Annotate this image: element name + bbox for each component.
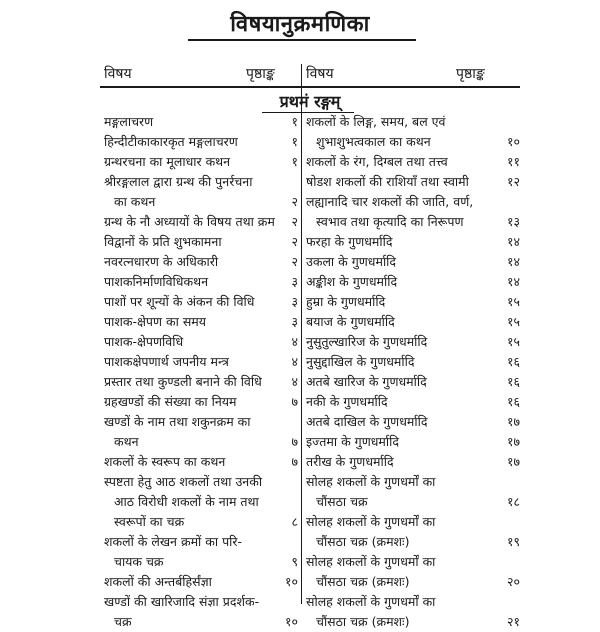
entry-page-number: ४ — [291, 354, 298, 369]
right-page-header: पृष्ठाङ्क — [456, 66, 485, 82]
entry-page-number: २ — [291, 194, 298, 209]
entry-page-number: १ — [291, 154, 298, 169]
entry-title: स्वरूपों का चक्र — [114, 514, 185, 529]
entry-title: विद्वानों के प्रति शुभकामना — [104, 234, 222, 249]
entry-title: चौंसठा चक्र (क्रमशः) — [316, 614, 410, 629]
entry-page-number: १६ — [506, 354, 520, 369]
entry-page-number: १२ — [506, 174, 520, 189]
entry-page-number: १६ — [506, 394, 520, 409]
contents-entry — [306, 552, 522, 592]
entry-title: चौंसठा चक्र (क्रमशः) — [316, 574, 410, 589]
right-subject-header: विषय — [306, 66, 334, 82]
contents-entry — [104, 372, 300, 392]
entry-title: सोलह शकलों के गुणधर्मों का — [306, 514, 436, 529]
entry-page-number: १० — [284, 614, 298, 629]
entry-title: कथन — [114, 434, 139, 449]
header-rule — [100, 86, 520, 88]
entry-page-number: १० — [506, 134, 520, 149]
entry-title: नुसुद्दाखिल के गुणधर्मादि — [306, 354, 415, 369]
contents-entry — [306, 592, 522, 632]
left-subject-header: विषय — [104, 66, 132, 82]
entry-title: सोलह शकलों के गुणधर्मों का — [306, 554, 436, 569]
contents-entry — [104, 452, 300, 472]
entry-page-number: १७ — [506, 434, 520, 449]
entry-page-number: १७ — [506, 414, 520, 429]
contents-entry — [104, 312, 300, 332]
contents-entry — [306, 192, 522, 232]
contents-entry — [104, 572, 300, 592]
entry-title: शकलों के लेखन क्रमों का परि- — [104, 534, 243, 549]
entry-title: मङ्गलाचरण — [104, 114, 154, 129]
contents-entry — [306, 392, 522, 412]
entry-title: ग्रहखण्डों की संख्या का नियम — [104, 394, 237, 409]
entry-page-number: १४ — [506, 274, 520, 289]
entry-page-number: १ — [291, 114, 298, 129]
contents-entry — [306, 232, 522, 252]
entry-page-number: १६ — [506, 374, 520, 389]
contents-entry — [104, 152, 300, 172]
contents-entry — [104, 252, 300, 272]
entry-page-number: ३ — [291, 274, 298, 289]
entry-title: शकलों के स्वरूप का कथन — [104, 454, 226, 469]
section-heading: प्रथमं रङ्गम् — [279, 92, 341, 111]
entry-page-number: २१ — [506, 614, 520, 629]
entry-page-number: ४ — [291, 334, 298, 349]
entry-title: नकी के गुणधर्मादि — [306, 394, 388, 409]
entry-title: शकलों के रंग, दिग्बल तथा तत्त्व — [306, 154, 448, 169]
contents-entry — [104, 472, 300, 532]
left-page-header: पृष्ठाङ्क — [246, 66, 275, 82]
contents-entry — [306, 452, 522, 472]
entry-page-number: १७ — [506, 454, 520, 469]
entry-page-number: ३ — [291, 314, 298, 329]
entry-title: का कथन — [114, 194, 156, 209]
entry-title: खण्डों की खारिजादि संज्ञा प्रदर्शक- — [104, 594, 260, 609]
entry-page-number: १४ — [506, 234, 520, 249]
entry-page-number: ७ — [291, 434, 298, 449]
entry-title: नुसुतुल्खारिज के गुणधर्मादि — [306, 334, 428, 349]
contents-entry — [104, 272, 300, 292]
contents-entry — [104, 412, 300, 452]
contents-entry — [104, 592, 300, 632]
entry-page-number: ३ — [291, 294, 298, 309]
contents-entry — [306, 152, 522, 172]
entry-title: नवरत्नधारण के अधिकारी — [104, 254, 219, 269]
entry-page-number: ७ — [291, 454, 298, 469]
title-underline — [188, 39, 416, 41]
entry-title: प्रस्तार तथा कुण्डली बनाने की विधि — [104, 374, 262, 389]
entry-title: चक्र — [114, 614, 132, 629]
entry-title: शकलों की अन्तर्बहिर्संज्ञा — [104, 574, 212, 589]
entry-title: पाशों पर शून्यों के अंकन की विधि — [104, 294, 255, 309]
contents-entry — [306, 332, 522, 352]
contents-entry — [306, 292, 522, 312]
entry-title: तरीख के गुणधर्मादि — [306, 454, 394, 469]
entry-title: खण्डों के नाम तथा शकुनक्रम का — [104, 414, 251, 429]
entry-page-number: १५ — [506, 334, 520, 349]
entry-title: षोडश शकलों की राशियाँ तथा स्वामी — [306, 174, 469, 189]
contents-entry — [306, 512, 522, 552]
entry-page-number: २० — [506, 574, 520, 589]
right-contents-column — [306, 112, 522, 632]
entry-title: उकला के गुणधर्मादि — [306, 254, 397, 269]
entry-title: चायक चक्र — [114, 554, 164, 569]
entry-title: इज्तमा के गुणधर्मादि — [306, 434, 400, 449]
contents-entry — [306, 272, 522, 292]
entry-page-number: ८ — [291, 514, 298, 529]
entry-page-number: १५ — [506, 294, 520, 309]
page-title: विषयानुक्रमणिका — [230, 12, 370, 37]
contents-entry — [306, 252, 522, 272]
contents-entry — [104, 292, 300, 312]
entry-title: फरहा के गुणधर्मादि — [306, 234, 393, 249]
entry-title: हुम्रा के गुणधर्मादि — [306, 294, 386, 309]
contents-entry — [104, 132, 300, 152]
entry-page-number: ७ — [291, 394, 298, 409]
left-contents-column — [104, 112, 300, 632]
entry-page-number: १३ — [506, 214, 520, 229]
entry-title: लह्यानादि चार शकलों की जाति, वर्ण, — [306, 194, 474, 209]
entry-title: ग्रन्थ के नौ अध्यायों के विषय तथा क्रम — [104, 214, 275, 229]
entry-title: अङ्कीश के गुणधर्मादि — [306, 274, 398, 289]
entry-title: सोलह शकलों के गुणधर्मों का — [306, 594, 436, 609]
contents-entry — [104, 352, 300, 372]
entry-page-number: १८ — [506, 494, 520, 509]
entry-page-number: १० — [284, 574, 298, 589]
entry-title: शुभाशुभत्वकाल का कथन — [316, 134, 431, 149]
contents-entry — [306, 172, 522, 192]
entry-title: पाशक-क्षेपणविधि — [104, 334, 184, 349]
entry-page-number: २ — [291, 254, 298, 269]
entry-title: शकलों के लिङ्ग, समय, बल एवं — [306, 114, 446, 129]
entry-title: ग्रन्थरचना का मूलाधार कथन — [104, 154, 231, 169]
entry-page-number: ११ — [506, 154, 520, 169]
contents-entry — [104, 532, 300, 572]
contents-entry — [104, 212, 300, 232]
entry-title: स्पष्टता हेतु आठ शकलों तथा उनकी — [104, 474, 263, 489]
contents-entry — [104, 392, 300, 412]
contents-entry — [306, 432, 522, 452]
entry-page-number: २ — [291, 214, 298, 229]
entry-title: हिन्दीटीकाकारकृत मङ्गलाचरण — [104, 134, 238, 149]
entry-title: पाशकनिर्माणविधिकथन — [104, 274, 209, 289]
entry-title: स्वभाव तथा कृत्यादि का निरूपण — [316, 214, 464, 229]
entry-title: पाशक-क्षेपण का समय — [104, 314, 207, 329]
contents-entry — [306, 112, 522, 152]
contents-entry — [306, 372, 522, 392]
contents-entry — [104, 112, 300, 132]
entry-title: पाशकक्षेपणार्थ जपनीय मन्त्र — [104, 354, 229, 369]
entry-title: चौंसठा चक्र (क्रमशः) — [316, 534, 410, 549]
contents-entry — [104, 232, 300, 252]
entry-title: अतबे खारिज के गुणधर्मादि — [306, 374, 427, 389]
contents-entry — [306, 352, 522, 372]
entry-page-number: १९ — [506, 534, 520, 549]
entry-page-number: १४ — [506, 254, 520, 269]
entry-title: सोलह शकलों के गुणधर्मों का — [306, 474, 436, 489]
column-divider — [301, 64, 302, 604]
entry-page-number: २ — [291, 234, 298, 249]
entry-title: चौंसठा चक्र — [316, 494, 368, 509]
contents-entry — [104, 172, 300, 212]
entry-title: बयाज के गुणधर्मादि — [306, 314, 395, 329]
entry-page-number: ४ — [291, 374, 298, 389]
entry-title: आठ विरोधी शकलों के नाम तथा — [114, 494, 259, 509]
contents-entry — [306, 412, 522, 432]
contents-entry — [104, 332, 300, 352]
entry-title: अतबे दाखिल के गुणधर्मादि — [306, 414, 428, 429]
entry-page-number: ९ — [291, 554, 298, 569]
entry-title: श्रीरङ्गलाल द्वारा ग्रन्थ की पुनर्रचना — [104, 174, 253, 189]
entry-page-number: १५ — [506, 314, 520, 329]
contents-entry — [306, 312, 522, 332]
entry-page-number: १ — [291, 134, 298, 149]
contents-entry — [306, 472, 522, 512]
